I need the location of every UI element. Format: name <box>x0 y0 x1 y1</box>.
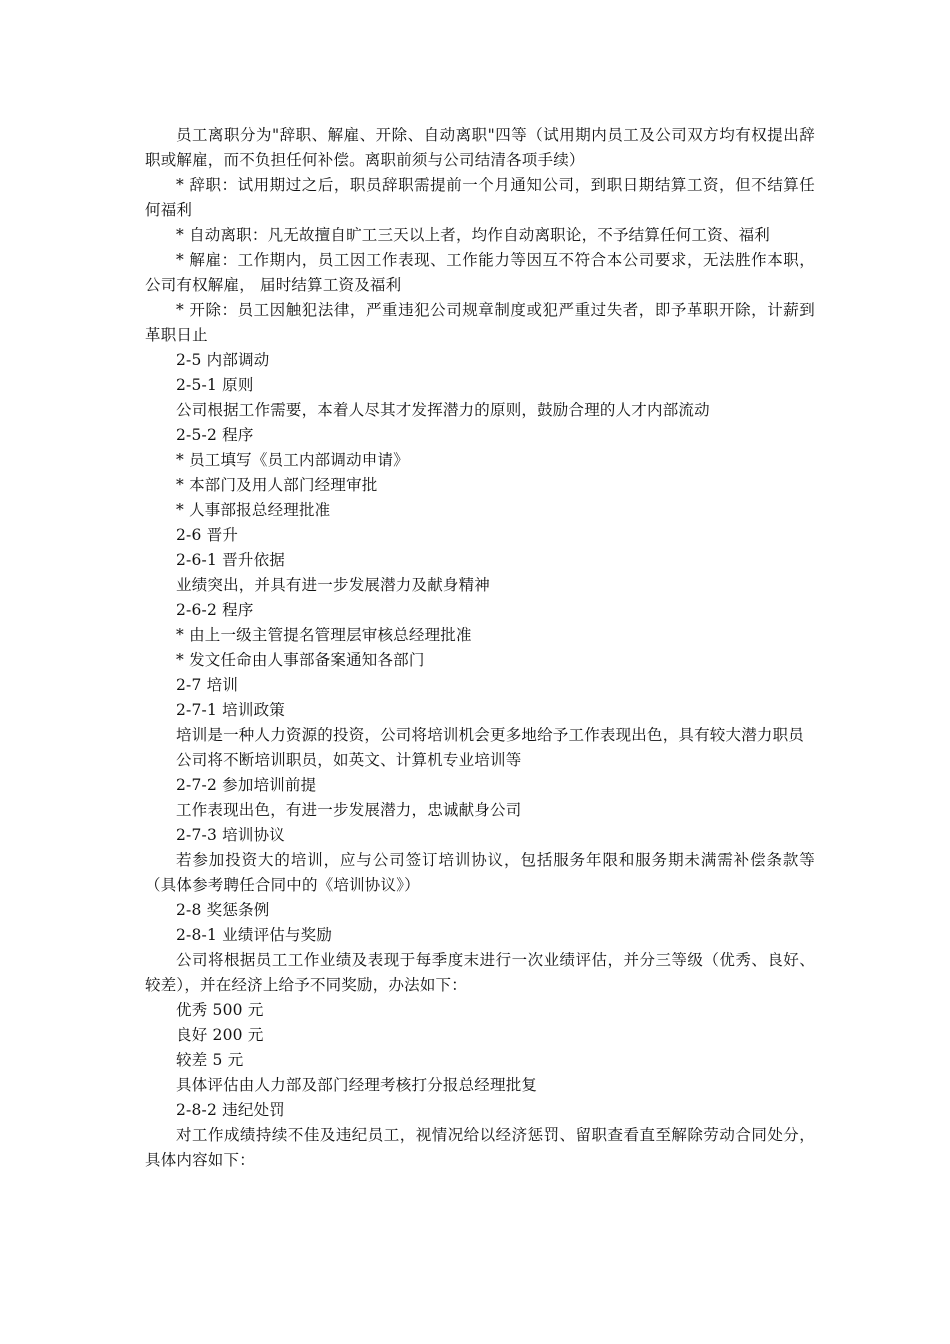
list-item: * 发文任命由人事部备案通知各部门 <box>176 651 425 669</box>
heading-2-6-1: 2-6-1 晋升依据 <box>176 551 285 569</box>
heading-2-7-1: 2-7-1 培训政策 <box>176 701 285 719</box>
heading-2-6-2: 2-6-2 程序 <box>176 601 254 619</box>
heading-2-8-1: 2-8-1 业绩评估与奖励 <box>176 926 333 944</box>
paragraph-dismissal: * 解雇：工作期内，员工因工作表现、工作能力等因互不符合本公司要求，无法胜作本职，公司有权解雇， 届时结算工资及福利 <box>145 251 815 294</box>
list-item: * 本部门及用人部门经理审批 <box>176 476 378 494</box>
heading-2-6: 2-6 晋升 <box>176 526 239 544</box>
document-body <box>145 123 815 1173</box>
paragraph-auto-leave: * 自动离职：凡无故擅自旷工三天以上者，均作自动离职论，不予结算任何工资、福利 <box>176 226 770 244</box>
heading-2-8: 2-8 奖惩条例 <box>176 901 270 919</box>
heading-2-7: 2-7 培训 <box>176 676 239 694</box>
heading-2-5-1: 2-5-1 原则 <box>176 376 254 394</box>
paragraph-promotion-basis: 业绩突出，并具有进一步发展潜力及献身精神 <box>176 576 491 594</box>
list-item: * 由上一级主管提名管理层审核总经理批准 <box>176 626 472 644</box>
list-item-poor: 较差 5 元 <box>176 1051 244 1069</box>
paragraph-discipline: 对工作成绩持续不佳及违纪员工，视情况给以经济惩罚、留职查看直至解除劳动合同处分，具体内容如下： <box>145 1126 815 1169</box>
heading-2-5: 2-5 内部调动 <box>176 351 270 369</box>
heading-2-7-3: 2-7-3 培训协议 <box>176 826 285 844</box>
heading-2-7-2: 2-7-2 参加培训前提 <box>176 776 317 794</box>
paragraph-transfer-principle: 公司根据工作需要，本着人尽其才发挥潜力的原则，鼓励合理的人才内部流动 <box>176 401 710 419</box>
paragraph-training-policy: 培训是一种人力资源的投资，公司将培训机会更多地给予工作表现出色，具有较大潜力职员 <box>176 726 805 744</box>
paragraph-resign: * 辞职：试用期过之后，职员辞职需提前一个月通知公司，到职日期结算工资，但不结算任何福利 <box>145 176 815 219</box>
heading-2-5-2: 2-5-2 程序 <box>176 426 254 444</box>
paragraph-training-types: 公司将不断培训职员，如英文、计算机专业培训等 <box>176 751 522 769</box>
list-item: * 员工填写《员工内部调动申请》 <box>176 451 409 469</box>
paragraph-training-prerequisite: 工作表现出色，有进一步发展潜力，忠诚献身公司 <box>176 801 522 819</box>
list-item: * 人事部报总经理批准 <box>176 501 331 519</box>
paragraph-resignation-types: 员工离职分为"辞职、解雇、开除、自动离职"四等（试用期内员工及公司双方均有权提出辞职或解雇，而不负担任何补偿。离职前须与公司结清各项手续） <box>145 126 815 169</box>
paragraph-training-agreement: 若参加投资大的培训，应与公司签订培训协议，包括服务年限和服务期未满需补偿条款等（具体参考聘任合同中的《培训协议》） <box>145 851 815 894</box>
paragraph-expulsion: * 开除：员工因触犯法律，严重违犯公司规章制度或犯严重过失者，即予革职开除，计薪到革职日止 <box>145 301 815 344</box>
heading-2-8-2: 2-8-2 违纪处罚 <box>176 1101 285 1119</box>
paragraph-evaluation: 具体评估由人力部及部门经理考核打分报总经理批复 <box>176 1076 538 1094</box>
paragraph-performance-review: 公司将根据员工工作业绩及表现于每季度末进行一次业绩评估，并分三等级（优秀、良好、较差），并在经济上给予不同奖励，办法如下： <box>145 951 815 994</box>
list-item-good: 良好 200 元 <box>176 1026 264 1044</box>
list-item-excellent: 优秀 500 元 <box>176 1001 264 1019</box>
